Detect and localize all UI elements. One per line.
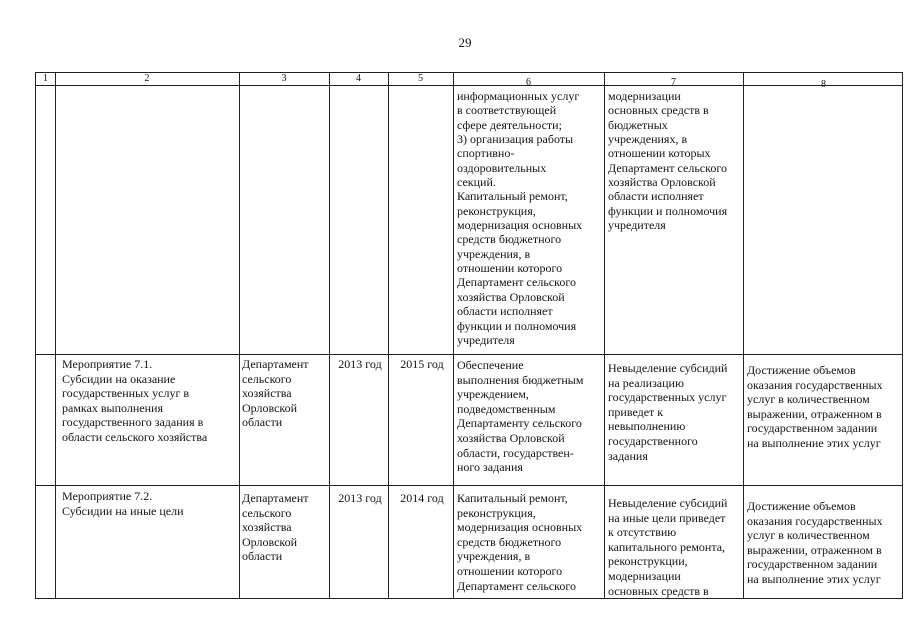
row3-end-year: 2014 год <box>400 491 444 505</box>
row3-start-year: 2013 год <box>338 491 382 505</box>
row2-start-year: 2013 год <box>338 357 382 371</box>
row3-measure: Мероприятие 7.2. Субсидии на иные цели <box>62 489 184 518</box>
header-col-2: 2 <box>144 73 150 84</box>
header-col-5: 5 <box>418 73 423 84</box>
header-col-1: 1 <box>43 73 48 84</box>
row3-consequences: Невыделение субсидий на иные цели приведет к отсутствию капитального ремонта, реконструкции, модернизации основных средств в <box>608 496 728 598</box>
column-border <box>239 73 240 598</box>
header-col-3: 3 <box>281 73 287 84</box>
row3-executor: Департамент сельского хозяйства Орловской области <box>242 491 309 564</box>
row2-result: Обеспечение выполнения бюджетным учреждением, подведомственным Департаменту сельского хозяйства Орловской области, государствен- ного задания <box>457 358 584 475</box>
row1-result: информационных услуг в соответствующей сфере деятельности; 3) организация работы спортивно- оздоровительных секций. Капитальный ремонт, реконструкция, модернизация основных средств бюджетного учреждения, в отношении которого Департамент сельского хозяйства Орловской области исполняет функции и полномочия учредителя <box>457 89 583 347</box>
measures-table <box>35 72 903 599</box>
column-border <box>329 73 330 598</box>
column-border <box>743 73 744 598</box>
header-col-6: 6 <box>526 77 531 88</box>
header-col-4: 4 <box>356 73 361 84</box>
column-border <box>388 73 389 598</box>
column-border <box>453 73 454 598</box>
row-divider <box>36 485 902 486</box>
column-border <box>604 73 605 598</box>
header-col-8: 8 <box>821 79 826 90</box>
page-number: 29 <box>458 35 472 50</box>
row2-measure: Мероприятие 7.1. Субсидии на оказание государственных услуг в рамках выполнения государственного задания в области сельского хозяйства <box>62 357 208 444</box>
row2-indicator-link: Достижение объемов оказания государственных услуг в количественном выражении, отраженном в государственном задании на выполнение этих услуг <box>747 363 883 450</box>
header-col-7: 7 <box>671 77 676 88</box>
row2-end-year: 2015 год <box>400 357 444 371</box>
row3-result: Капитальный ремонт, реконструкция, модернизация основных средств бюджетного учреждения, в отношении которого Департамент сельского <box>457 491 583 593</box>
row1-consequences: модернизации основных средств в бюджетных учреждениях, в отношении которых Департамент сельского хозяйства Орловской области исполняет функции и полномочия учредителя <box>608 89 728 233</box>
row3-indicator-link: Достижение объемов оказания государственных услуг в количественном выражении, отраженном в государственном задании на выполнение этих услуг <box>747 499 883 586</box>
column-border <box>55 73 56 598</box>
row2-consequences: Невыделение субсидий на реализацию государственных услуг приведет к невыполнению государственного задания <box>608 361 728 463</box>
row-divider <box>36 354 902 355</box>
row2-executor: Департамент сельского хозяйства Орловской области <box>242 357 309 430</box>
